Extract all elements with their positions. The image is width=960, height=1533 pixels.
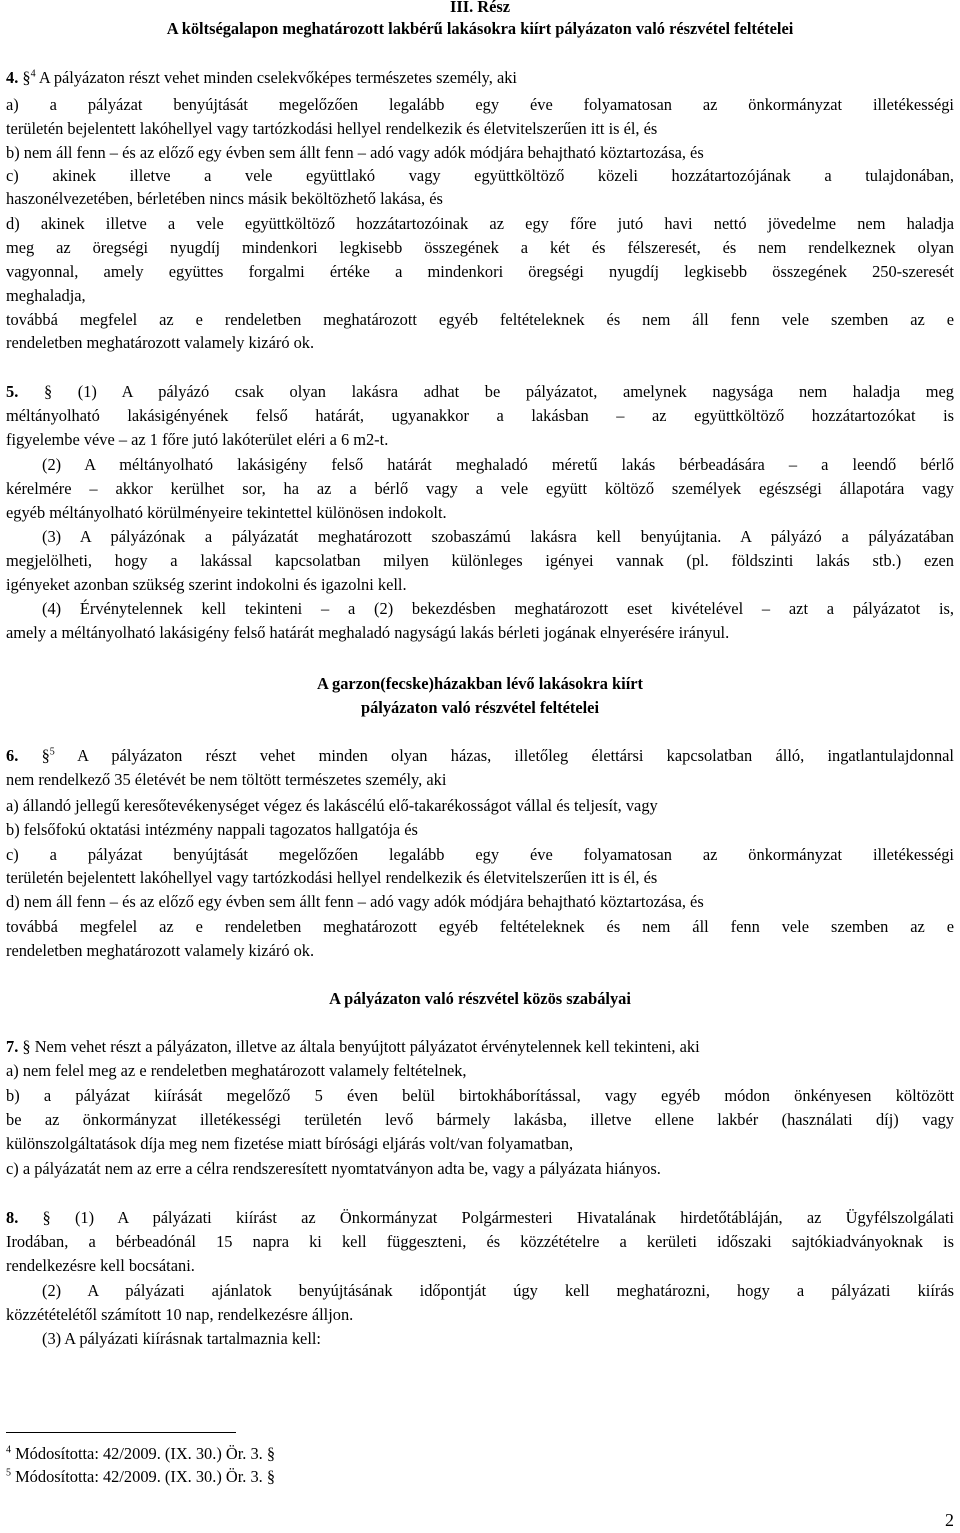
section-4-a-line2: területén bejelentett lakóhellyel vagy tartózkodási hellyel rendelkezik és életvitelszerűen itt is él, és [6,119,658,138]
footnote-mark: 4 [6,1444,11,1456]
footnote-ref: 5 [49,746,55,758]
section-6-d-line1: d) nem áll fenn – és az előző egy évben sem állt fenn – adó vagy adók módjára behajtható köztartozása, és [6,892,704,911]
section-6-c-line2: területén bejelentett lakóhellyel vagy tartózkodási hellyel rendelkezik és életvitelszerűen itt is él, és [6,868,658,887]
section-4-number: 4. [6,68,19,87]
section-4-intro [6,68,954,88]
section-5-p2-line3: egyéb méltányolható körülményeire tekintettel különösen indokolt. [6,503,447,522]
section-4-e-line1: továbbá megfelel az e rendeletben meghatározott egyéb feltételeknek és nem áll fenn vele szemben az e [6,310,954,329]
section-4-d-line4: meghaladja, [6,286,86,305]
section-5-p1-line2: méltányolható lakásigényének felső határát, ugyanakkor a lakásban – az együttköltöző hozzátartozókat is [6,406,954,425]
section-4-d-line3: vagyonnal, amely együttes forgalmi értéke a mindenkori öregségi nyugdíj legkisebb összegének 250-szeresét [6,262,954,281]
section-sign: § [42,1208,51,1227]
part-title: A költségalapon meghatározott lakbérű lakásokra kiírt pályázaton való részvétel feltételei [166,19,794,38]
footnote-text: Módosította: 42/2009. (IX. 30.) Ör. 3. § [15,1444,276,1463]
footnote-divider [6,1432,236,1433]
section-5-p4-line2: amely a méltányolható lakásigény felső határát meghaladó nagyságú lakás bérleti jogának elnyerésére irányul. [6,623,730,642]
section-4-d-line1: d) akinek illetve a vele együttköltöző hozzátartozóinak az egy főre jutó havi nettó jövedelme nem haladja [6,214,954,233]
section-5-p2-line2: kérelmére – akkor kerülhet sor, ha az a bérlő vagy a vele együtt költöző személyek egészségi állapotára vagy [6,479,954,498]
section-5-p1-line3: figyelembe véve – az 1 főre jutó lakóterület eléri a 6 m2-t. [6,430,389,449]
section-8-p3: (3) A pályázati kiírásnak tartalmaznia kell: [42,1329,321,1348]
section-5-p3-line3: igényeket azonban szükség szerint indokolni és igazolni kell. [6,575,407,594]
section-8-p1-line1 [6,1208,954,1228]
section-7-b-line1: b) a pályázat kiírását megelőző 5 éven belül birtokháborítással, vagy egyéb módon önkényesen költözött [6,1086,954,1105]
section-5-p1-line1 [6,382,954,402]
section-4-e-line2: rendeletben meghatározott valamely kizáró ok. [6,333,315,352]
section-5-p2-line1: (2) A méltányolható lakásigény felső határát meghaladó méretű lakás bérbeadására – a leendő bérlő [42,455,954,474]
section-8-p2-line1: (2) A pályázati ajánlatok benyújtásának időpontját úgy kell meghatározni, hogy a pályázati kiírás [42,1281,954,1300]
section-4-a-line1: a) a pályázat benyújtását megelőzően legalább egy éve folyamatosan az önkormányzat illetékességi [6,95,954,114]
section-7-number: 7. [6,1037,19,1056]
section-sign: § [22,1037,31,1056]
section-5-number: 5. [6,382,19,401]
section-6-number: 6. [6,746,19,765]
section-5-p1-text: (1) A pályázó csak olyan lakásra adhat be pályázatot, amelynek nagysága nem haladja meg [77,382,954,401]
section-5-p3-line1: (3) A pályázónak a pályázatát meghatározott szobaszámú lakásra kell benyújtania. A pályázó a pályázatában [42,527,954,546]
footnote-ref: 4 [30,68,36,80]
section-4-c-line2: haszonélvezetében, bérletében nincs másik beköltözhető lakása, és [6,189,443,208]
section-sign: § [41,746,50,765]
section-heading-common-rules: A pályázaton való részvétel közös szabályai [329,989,631,1008]
section-heading-garzon-line2: pályázaton való részvétel feltételei [360,698,600,717]
section-7-b-line3: különszolgáltatások díja meg nem fizetése miatt bírósági eljárás volt/van folyamatban, [6,1134,574,1153]
section-6-a: a) állandó jellegű keresőtevékenységet végez és lakáscélú elő-takarékosságot vállal és teljesít, vagy [6,796,658,815]
part-heading: III. Rész [449,0,511,16]
footnote-4 [6,1444,275,1464]
section-4-d-line2: meg az öregségi nyugdíj mindenkori legkisebb összegének a két és félszeresét, és nem rendelkeznek olyan [6,238,954,257]
section-sign: § [22,68,31,87]
footnote-mark: 5 [6,1467,11,1479]
section-8-p1-line2: Irodában, a bérbeadónál 15 napra ki kell függeszteni, és közzétételre a kerületi időszaki sajtókiadványoknak is [6,1232,954,1251]
section-6-e-line1: továbbá megfelel az e rendeletben meghatározott egyéb feltételeknek és nem áll fenn vele szemben az e [6,917,954,936]
section-6-intro-line1 [6,746,954,766]
section-6-b: b) felsőfokú oktatási intézmény nappali tagozatos hallgatója és [6,820,418,839]
section-5-p4-line1: (4) Érvénytelennek kell tekinteni – a (2) bekezdésben meghatározott eset kivételével – azt a pályázatot is, [42,599,954,618]
section-8-p1-line3: rendelkezésre kell bocsátani. [6,1256,195,1275]
section-sign: § [43,382,53,401]
page-number: 2 [945,1510,954,1530]
section-7-c: c) a pályázatát nem az erre a célra rendszeresített nyomtatványon adta be, vagy a pályázata hiányos. [6,1159,661,1178]
section-7-b-line2: be az önkormányzat illetékességi területén levő bármely lakásba, illetve ellene lakbér (használati díj) vagy [6,1110,954,1129]
section-4-c-line1: c) akinek illetve a vele együttlakó vagy együttköltöző közeli hozzátartozójának a tulajdonában, [6,166,954,185]
section-6-e-line2: rendeletben meghatározott valamely kizáró ok. [6,941,315,960]
footnote-5 [6,1467,275,1487]
section-4-intro-text: A pályázaton részt vehet minden cselekvőképes természetes személy, aki [38,68,517,87]
section-6-c-line1: c) a pályázat benyújtását megelőzően legalább egy éve folyamatosan az önkormányzat illetékességi [6,845,954,864]
section-8-p1-text: (1) A pályázati kiírást az Önkormányzat Polgármesteri Hivatalának hirdetőtábláján, az Ügyfélszolgálati [74,1208,954,1227]
section-8-number: 8. [6,1208,19,1227]
section-6-intro-line2: nem rendelkező 35 életévét be nem töltött természetes személy, aki [6,770,447,789]
section-7-intro [6,1037,954,1057]
footnote-text: Módosította: 42/2009. (IX. 30.) Ör. 3. § [15,1467,276,1486]
section-5-p3-line2: megjelölheti, hogy a lakással kapcsolatban milyen különleges igényei vannak (pl. földszinti lakás stb.) ezen [6,551,954,570]
section-7-intro-text: Nem vehet részt a pályázaton, illetve az általa benyújtott pályázatot érvénytelennek kell tekinteni, aki [34,1037,700,1056]
section-heading-garzon-line1: A garzon(fecske)házakban lévő lakásokra kiírt [317,674,643,693]
section-8-p2-line2: közzétételétől számított 10 nap, rendelkezésre álljon. [6,1305,354,1324]
section-6-intro-text: A pályázaton részt vehet minden olyan házas, illetőleg élettársi kapcsolatban álló, ingatlantulajdonnal [77,746,954,765]
section-4-b-line1: b) nem áll fenn – és az előző egy évben sem állt fenn – adó vagy adók módjára behajtható köztartozása, és [6,143,704,162]
section-7-a: a) nem felel meg az e rendeletben meghatározott valamely feltételnek, [6,1061,467,1080]
